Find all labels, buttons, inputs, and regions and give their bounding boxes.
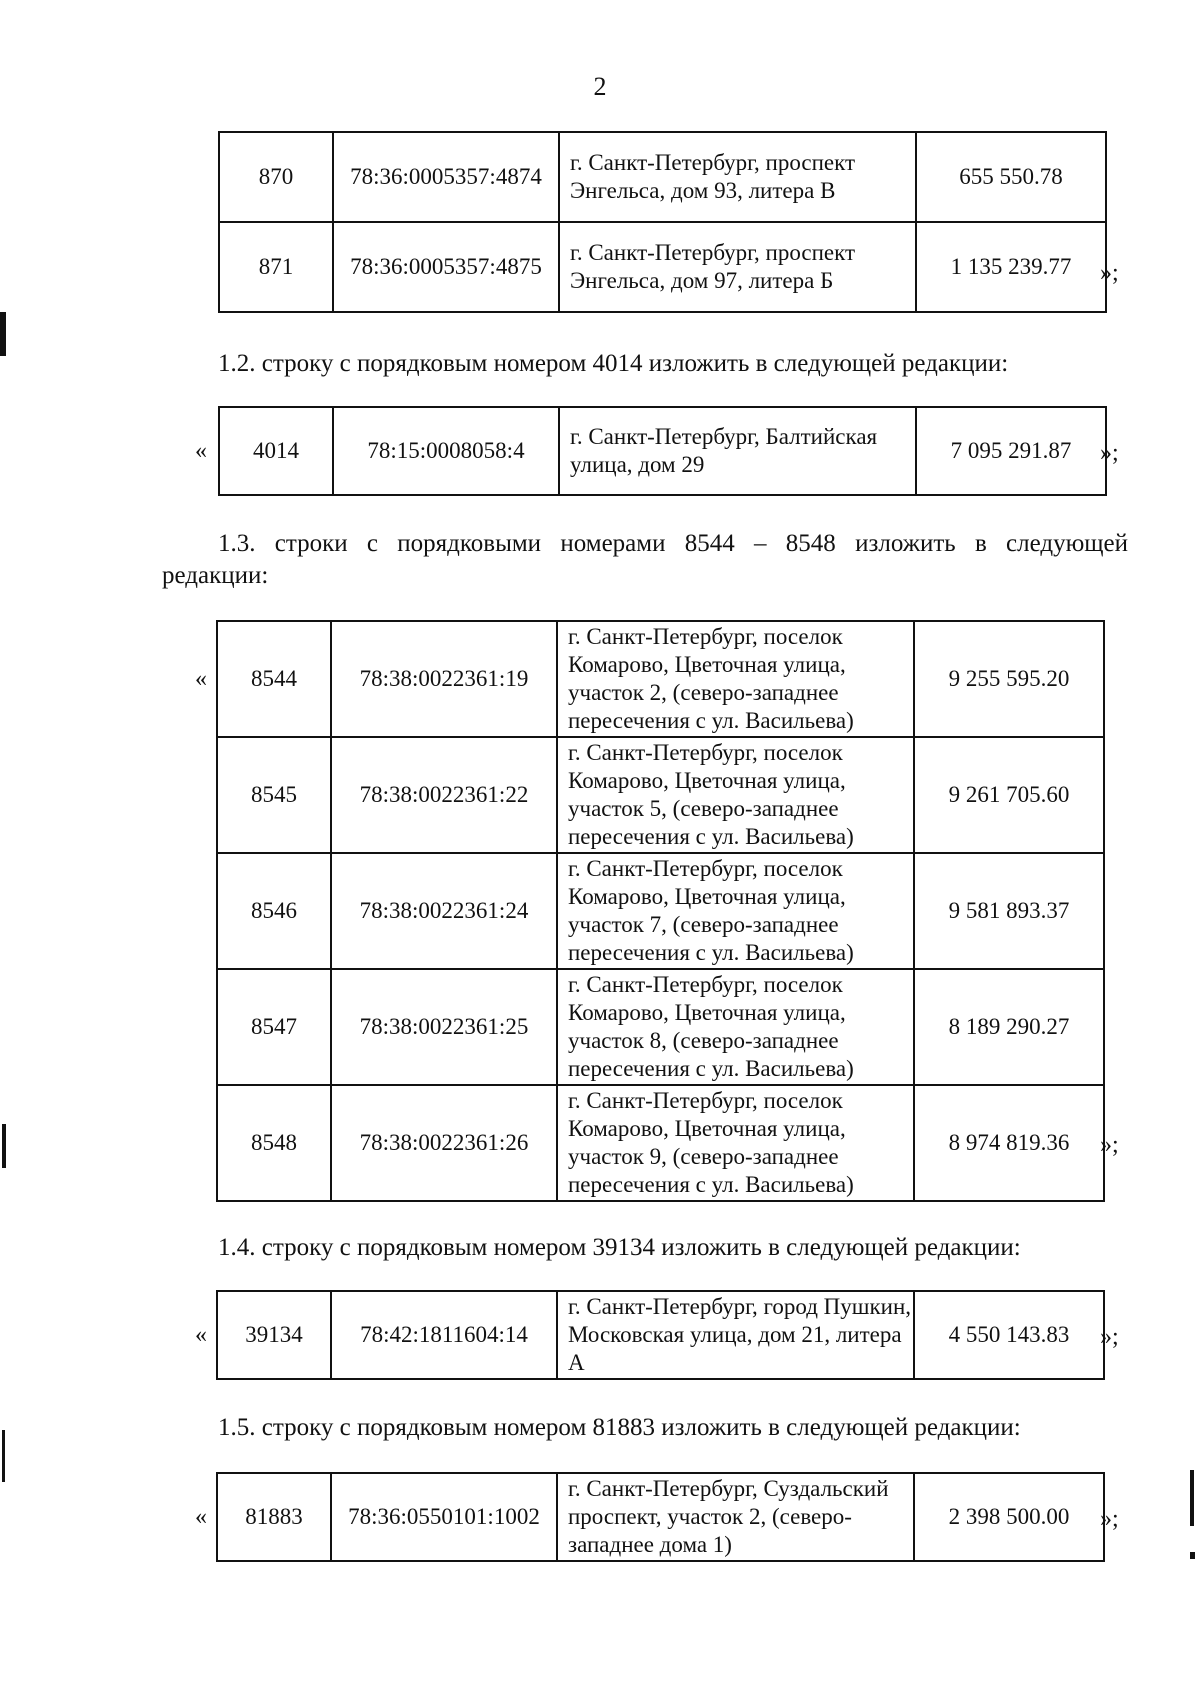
address: г. Санкт-Петербург, проспект Энгельса, дом 97, литера Б [559,222,916,312]
table-rows-870-871 [218,131,1107,313]
cadastral-value: 8 974 819.36 [914,1085,1104,1201]
row-number: 870 [219,132,333,222]
opening-quote: « [195,1322,207,1348]
closing-quote: »; [1100,1324,1119,1350]
row-number: 8545 [217,737,331,853]
address: г. Санкт-Петербург, поселок Комарово, Цветочная улица, участок 7, (северо-западнее пересечения с ул. Васильева) [557,853,914,969]
table-row-4014 [218,406,1107,496]
cadastral-number: 78:38:0022361:22 [331,737,557,853]
address: г. Санкт-Петербург, Суздальский проспект, участок 2, (северо-западнее дома 1) [557,1473,914,1561]
cadastral-number: 78:36:0005357:4874 [333,132,559,222]
row-number: 871 [219,222,333,312]
paragraph-1-5: 1.5. строку с порядковым номером 81883 изложить в следующей редакции: [218,1414,1021,1441]
cadastral-number: 78:36:0005357:4875 [333,222,559,312]
address: г. Санкт-Петербург, поселок Комарово, Цветочная улица, участок 5, (северо-западнее пересечения с ул. Васильева) [557,737,914,853]
table-row [217,1473,1104,1561]
address: г. Санкт-Петербург, город Пушкин, Московская улица, дом 21, литера А [557,1291,914,1379]
table-row-81883 [216,1472,1105,1562]
cadastral-value: 8 189 290.27 [914,969,1104,1085]
closing-quote: »; [1100,260,1119,286]
cadastral-value: 9 261 705.60 [914,737,1104,853]
cadastral-number: 78:36:0550101:1002 [331,1473,557,1561]
table-rows-8544-8548 [216,620,1105,1202]
row-number: 8546 [217,853,331,969]
scan-edge-mark [1190,1552,1195,1559]
opening-quote: « [195,666,207,692]
page-number: 2 [593,72,607,101]
row-number: 81883 [217,1473,331,1561]
table-row [217,853,1104,969]
scan-edge-mark [0,312,6,356]
paragraph-1-3-line1: 1.3. строки с порядковыми номерами 8544 – 8548 изложить в следующей [218,530,1128,557]
cadastral-value: 2 398 500.00 [914,1473,1104,1561]
table-row [219,407,1106,495]
row-number: 8547 [217,969,331,1085]
cadastral-number: 78:42:1811604:14 [331,1291,557,1379]
cadastral-number: 78:38:0022361:24 [331,853,557,969]
table-row [219,132,1106,222]
closing-quote: »; [1100,1506,1119,1532]
opening-quote: « [195,438,207,464]
cadastral-value: 9 581 893.37 [914,853,1104,969]
paragraph-1-3-line2: редакции: [162,562,269,589]
table-row [217,1291,1104,1379]
scan-edge-mark [2,1124,6,1168]
table-row [219,222,1106,312]
address: г. Санкт-Петербург, Балтийская улица, дом 29 [559,407,916,495]
scan-edge-mark [1190,1470,1194,1526]
cadastral-value: 1 135 239.77 [916,222,1106,312]
cadastral-number: 78:15:0008058:4 [333,407,559,495]
table-row [217,1085,1104,1201]
address: г. Санкт-Петербург, поселок Комарово, Цветочная улица, участок 9, (северо-западнее пересечения с ул. Васильева) [557,1085,914,1201]
cadastral-value: 4 550 143.83 [914,1291,1104,1379]
address: г. Санкт-Петербург, поселок Комарово, Цветочная улица, участок 2, (северо-западнее пересечения с ул. Васильева) [557,621,914,737]
row-number: 39134 [217,1291,331,1379]
scan-edge-mark [2,1430,5,1482]
cadastral-value: 7 095 291.87 [916,407,1106,495]
closing-quote: »; [1100,1132,1119,1158]
address: г. Санкт-Петербург, поселок Комарово, Цветочная улица, участок 8, (северо-западнее пересечения с ул. Васильева) [557,969,914,1085]
row-number: 8544 [217,621,331,737]
closing-quote: »; [1100,440,1119,466]
address: г. Санкт-Петербург, проспект Энгельса, дом 93, литера В [559,132,916,222]
paragraph-1-4: 1.4. строку с порядковым номером 39134 изложить в следующей редакции: [218,1234,1021,1261]
cadastral-number: 78:38:0022361:25 [331,969,557,1085]
cadastral-value: 655 550.78 [916,132,1106,222]
paragraph-1-2: 1.2. строку с порядковым номером 4014 изложить в следующей редакции: [218,350,1009,377]
opening-quote: « [195,1504,207,1530]
row-number: 8548 [217,1085,331,1201]
row-number: 4014 [219,407,333,495]
table-row [217,621,1104,737]
cadastral-value: 9 255 595.20 [914,621,1104,737]
table-row [217,737,1104,853]
table-row [217,969,1104,1085]
cadastral-number: 78:38:0022361:26 [331,1085,557,1201]
table-row-39134 [216,1290,1105,1380]
cadastral-number: 78:38:0022361:19 [331,621,557,737]
